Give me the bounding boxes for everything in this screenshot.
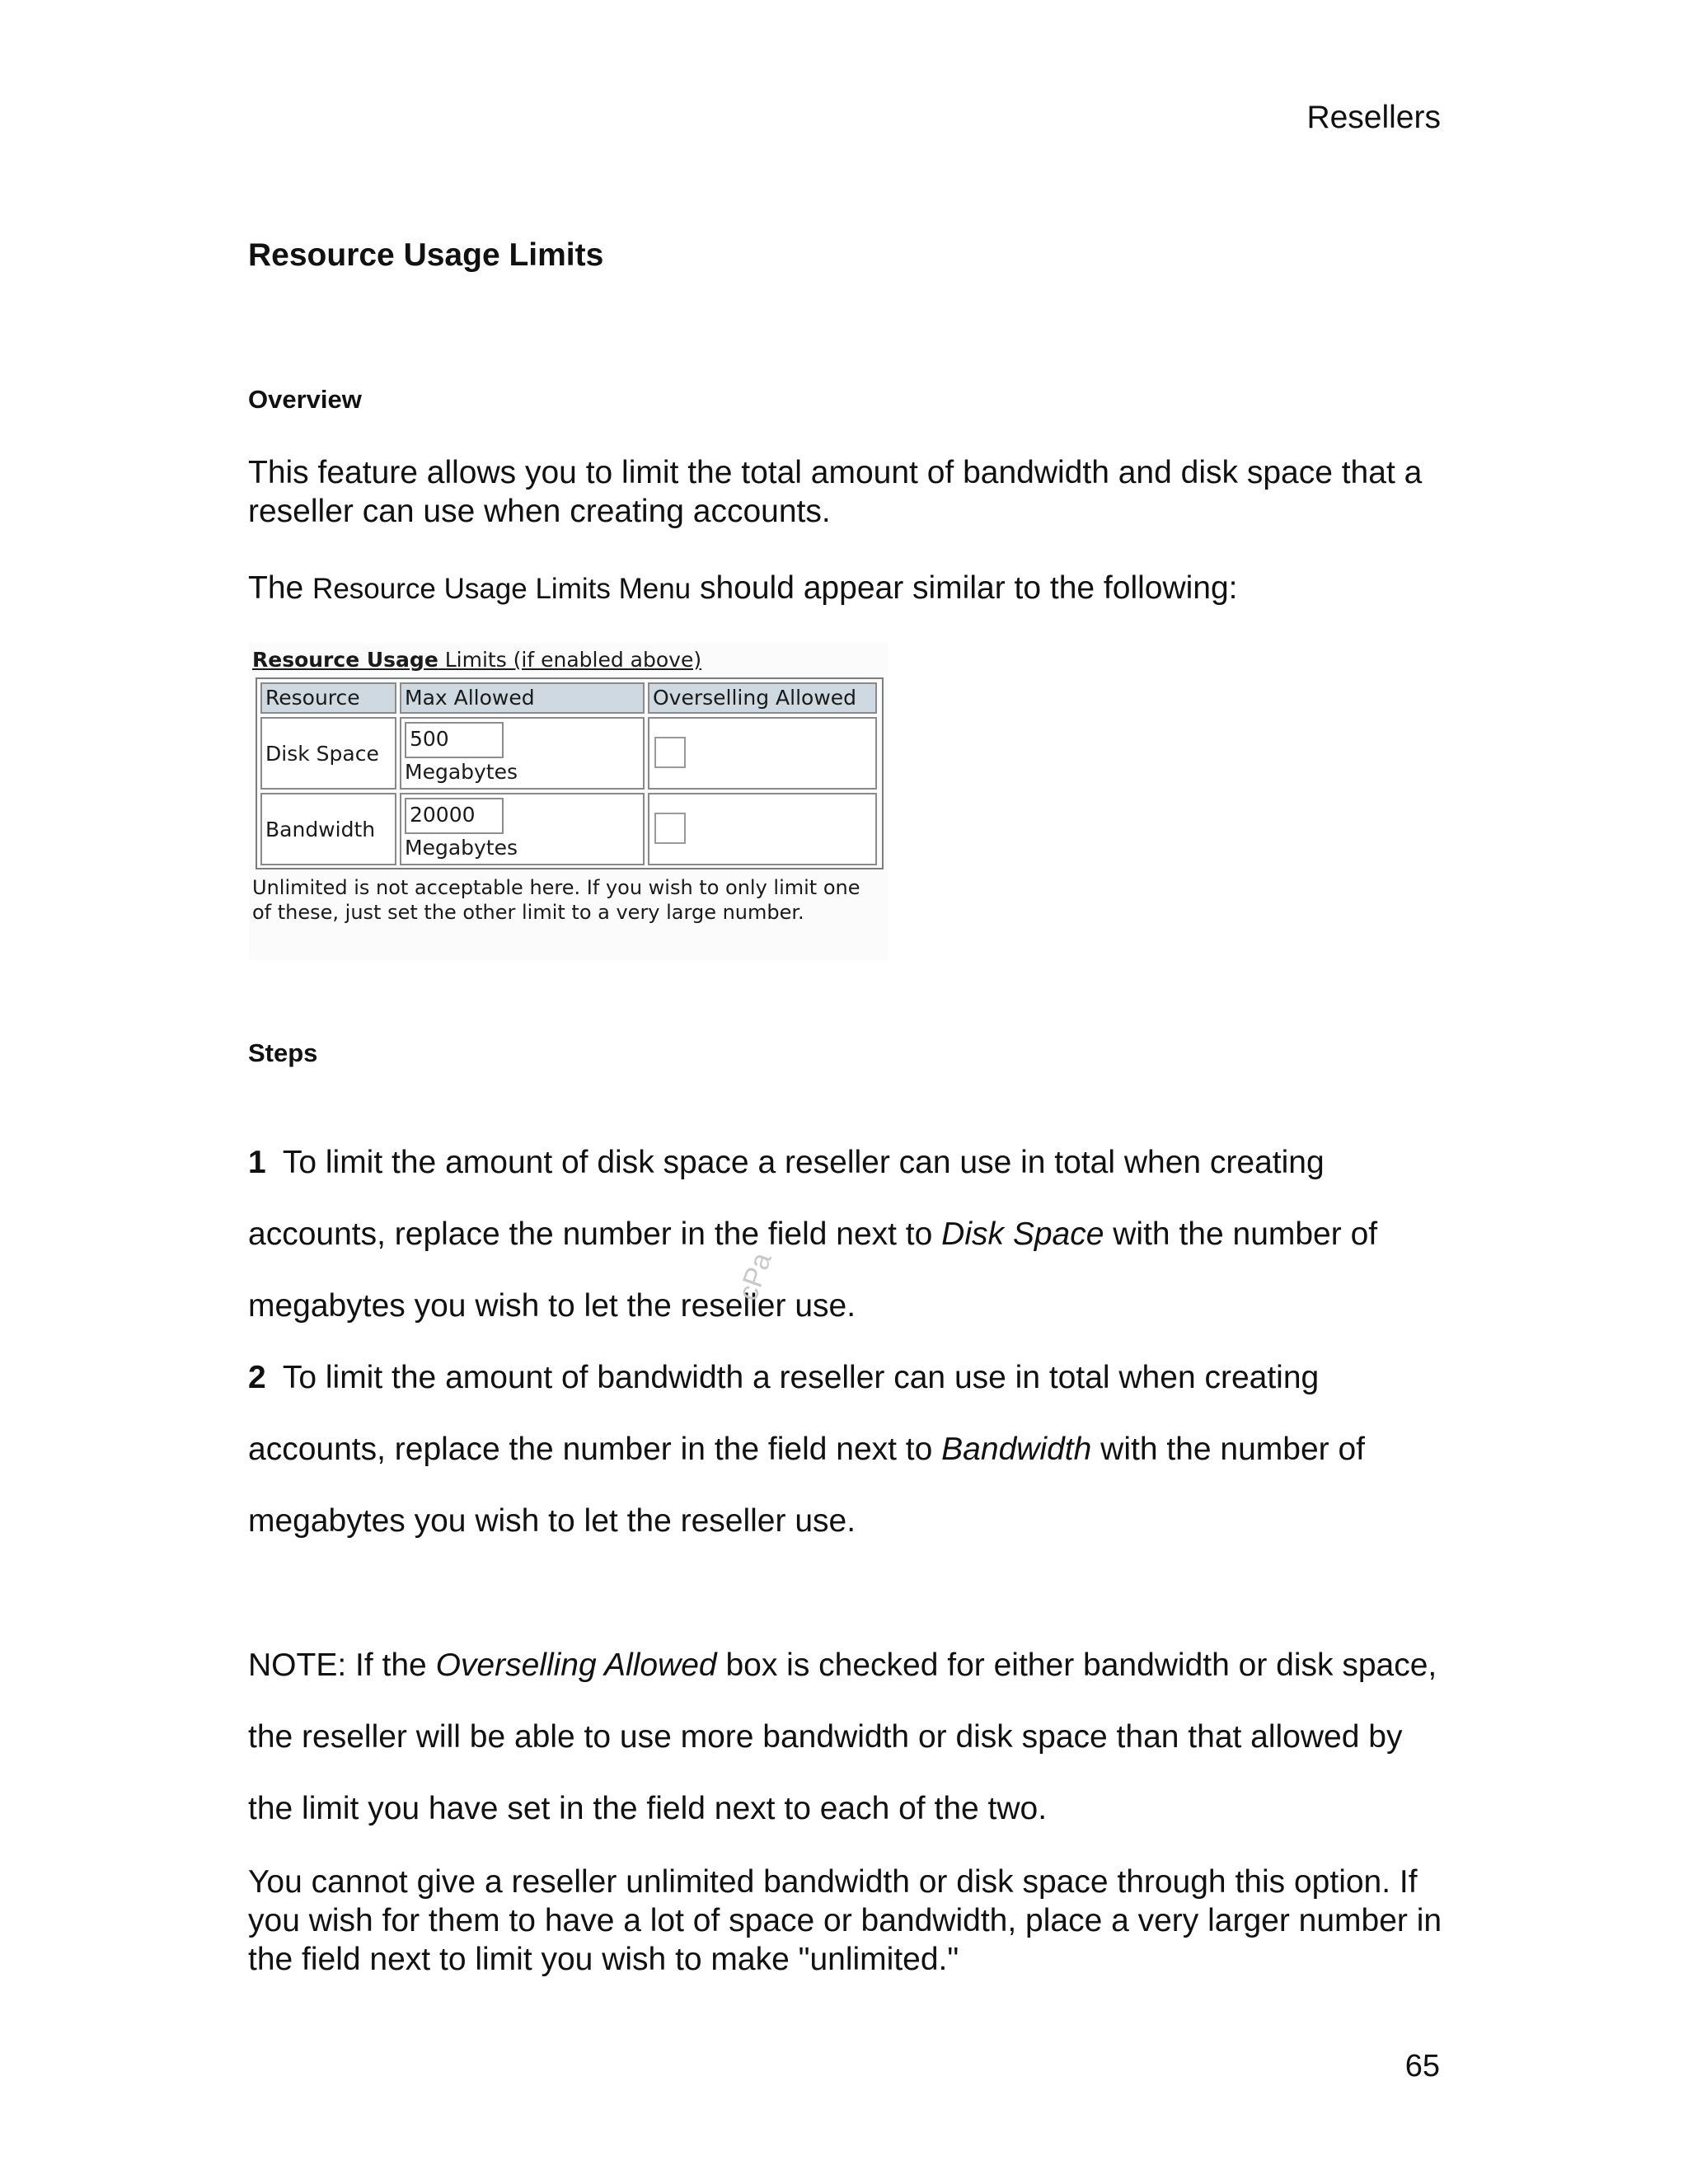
screenshot-title <box>252 648 701 673</box>
resource-usage-screenshot <box>249 643 888 960</box>
page-title: Resource Usage Limits <box>248 237 604 273</box>
note-emphasis: Overselling Allowed <box>435 1647 717 1683</box>
menu-name: Resource Usage Limits Menu <box>312 573 692 605</box>
column-header-resource: Resource <box>260 682 396 714</box>
watermark: cPa <box>732 1248 778 1305</box>
bandwidth-unit: Megabytes <box>405 836 518 860</box>
page-number: 65 <box>1404 2049 1440 2083</box>
step-emphasis: Disk Space <box>941 1216 1104 1252</box>
screenshot-title-rest: Limits (if enabled above) <box>438 648 702 672</box>
menu-intro-pre: The <box>248 570 304 606</box>
screenshot-title-bold: Resource Usage <box>252 648 438 672</box>
step-text-end: with the number of megabytes you wish to let the reseller use. <box>248 1216 1378 1324</box>
steps-heading: Steps <box>248 1038 318 1067</box>
overview-heading: Overview <box>248 385 362 414</box>
menu-intro-paragraph <box>248 569 1451 608</box>
running-header: Resellers <box>1306 100 1441 135</box>
note-text: NOTE: If the <box>248 1647 436 1683</box>
disk-space-limit-input[interactable]: 500 <box>405 722 504 758</box>
step-text: To limit the amount of disk space a reseller can use in total when creating accounts, replace the number in the field next to <box>248 1145 1325 1252</box>
step-number: 1 <box>248 1145 266 1180</box>
row-max-bandwidth <box>400 793 645 865</box>
resource-limits-table <box>256 677 884 869</box>
row-overselling-bandwidth <box>648 793 877 865</box>
note-text-end: box is checked for either bandwidth or disk space, the reseller will be able to use more bandwidth or disk space than that allowed by the limit you have set in the field next to each of the two. <box>248 1647 1437 1826</box>
column-header-max-allowed: Max Allowed <box>400 682 645 714</box>
disk-space-unit: Megabytes <box>405 760 518 784</box>
row-resource-disk-space: Disk Space <box>260 717 396 790</box>
closing-paragraph: You cannot give a reseller unlimited bandwidth or disk space through this option. If you wish for them to have a lot of space or bandwidth, place a very larger number in the field next to limit you wish to make "unlimited." <box>248 1864 1442 1977</box>
overview-paragraph: This feature allows you to limit the total amount of bandwidth and disk space that a reseller can use when creating accounts. <box>248 455 1423 529</box>
step-item <box>248 1342 1451 1557</box>
row-max-disk-space <box>400 717 645 790</box>
screenshot-note: Unlimited is not acceptable here. If you wish to only limit one of these, just set the other limit to a very large number. <box>252 876 860 924</box>
menu-intro-post: should appear similar to the following: <box>699 570 1238 606</box>
column-header-overselling: Overselling Allowed <box>648 682 877 714</box>
note-paragraph <box>248 1629 1451 1844</box>
step-emphasis: Bandwidth <box>941 1432 1092 1467</box>
bandwidth-overselling-checkbox[interactable] <box>654 813 686 844</box>
row-overselling-disk-space <box>648 717 877 790</box>
bandwidth-limit-input[interactable]: 20000 <box>405 798 504 834</box>
step-item <box>248 1127 1451 1342</box>
step-number: 2 <box>248 1360 266 1395</box>
row-resource-bandwidth: Bandwidth <box>260 793 396 865</box>
step-text: To limit the amount of bandwidth a reseller can use in total when creating accounts, replace the number in the field next to <box>248 1360 1320 1467</box>
step-text-end: with the number of megabytes you wish to let the reseller use. <box>248 1432 1365 1539</box>
steps-list <box>248 1127 1451 1557</box>
disk-space-overselling-checkbox[interactable] <box>654 737 686 768</box>
